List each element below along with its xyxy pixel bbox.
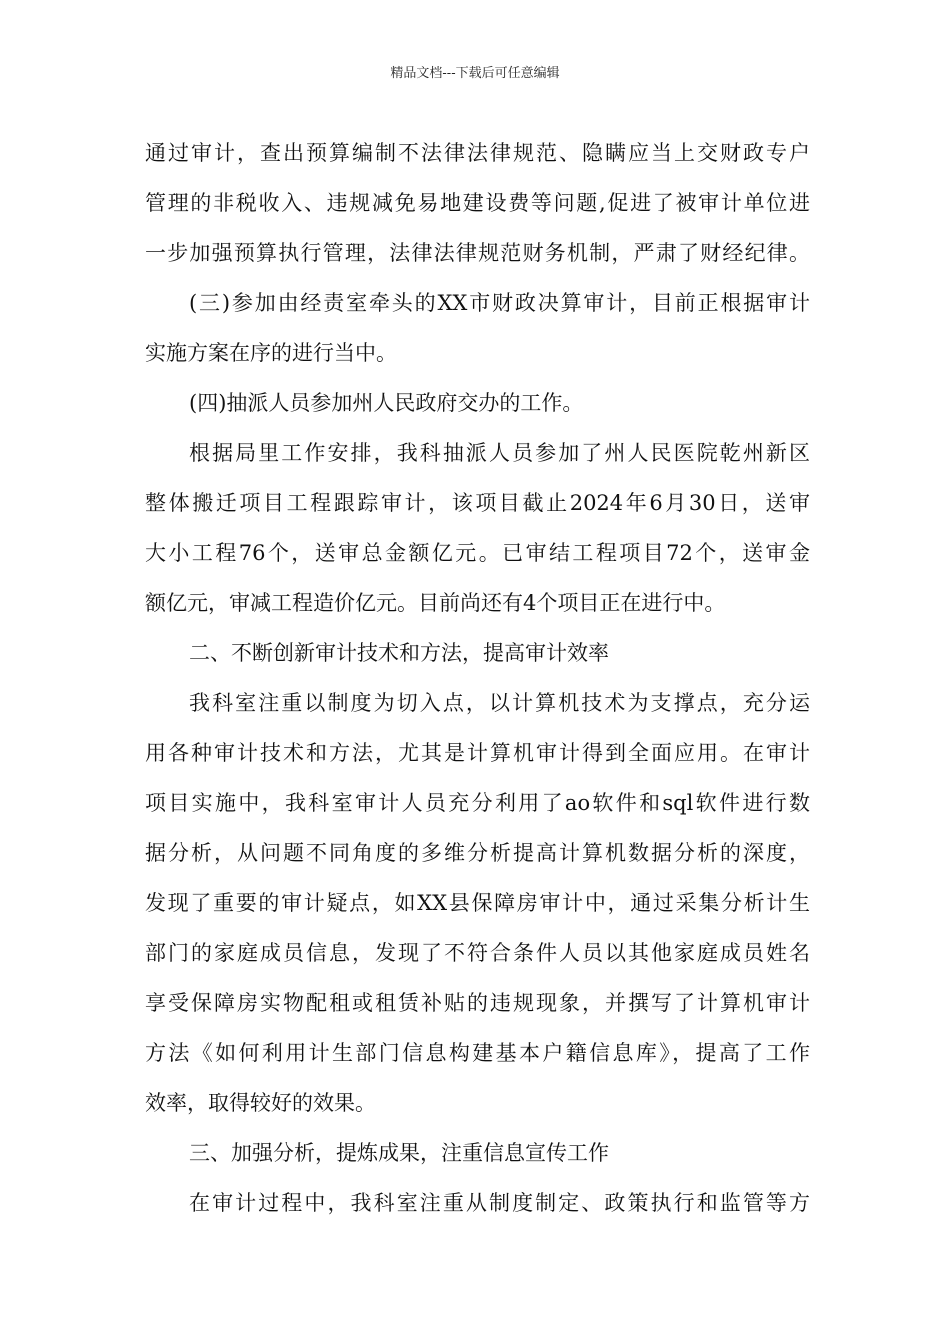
text-line: 发现了重要的审计疑点，如XX县保障房审计中，通过采集分析计生	[145, 891, 810, 915]
text-line: 实施方案在序的进行当中。	[145, 341, 397, 365]
text-line: 二、不断创新审计技术和方法，提高审计效率	[189, 641, 609, 665]
text-line: (三)参加由经责室牵头的XX市财政决算审计，目前正根据审计	[189, 291, 810, 315]
page-header: 精品文档---下载后可任意编辑	[390, 66, 560, 81]
text-line: 额亿元，审减工程造价亿元。目前尚还有4个项目正在进行中。	[145, 591, 726, 615]
text-line: 效率，取得较好的效果。	[145, 1091, 376, 1115]
text-line: (四)抽派人员参加州人民政府交办的工作。	[189, 391, 584, 415]
text-line: 享受保障房实物配租或租赁补贴的违规现象，并撰写了计算机审计	[145, 991, 810, 1015]
text-line: 根据局里工作安排，我科抽派人员参加了州人民医院乾州新区	[189, 441, 810, 465]
text-line: 大小工程76个，送审总金额亿元。已审结工程项目72个，送审金	[145, 541, 810, 565]
text-line: 管理的非税收入、违规减免易地建设费等问题,促进了被审计单位进	[145, 191, 810, 215]
text-line: 三、加强分析，提炼成果，注重信息宣传工作	[189, 1141, 609, 1165]
text-line: 我科室注重以制度为切入点，以计算机技术为支撑点，充分运	[189, 691, 810, 715]
document-body	[145, 128, 810, 1228]
text-line: 项目实施中，我科室审计人员充分利用了ao软件和sql软件进行数	[145, 791, 810, 815]
text-line: 部门的家庭成员信息，发现了不符合条件人员以其他家庭成员姓名	[145, 941, 810, 965]
text-line: 一步加强预算执行管理，法律法律规范财务机制，严肃了财经纪律。	[145, 241, 810, 265]
text-line: 据分析，从问题不同角度的多维分析提高计算机数据分析的深度，	[145, 841, 810, 865]
text-line: 方法《如何利用计生部门信息构建基本户籍信息库》，提高了工作	[145, 1041, 810, 1065]
text-line: 在审计过程中，我科室注重从制度制定、政策执行和监管等方	[189, 1191, 810, 1215]
text-line: 用各种审计技术和方法，尤其是计算机审计得到全面应用。在审计	[145, 741, 810, 765]
text-line: 通过审计，查出预算编制不法律法律规范、隐瞒应当上交财政专户	[145, 141, 810, 165]
text-line: 整体搬迁项目工程跟踪审计，该项目截止2024年6月30日，送审	[145, 491, 810, 515]
